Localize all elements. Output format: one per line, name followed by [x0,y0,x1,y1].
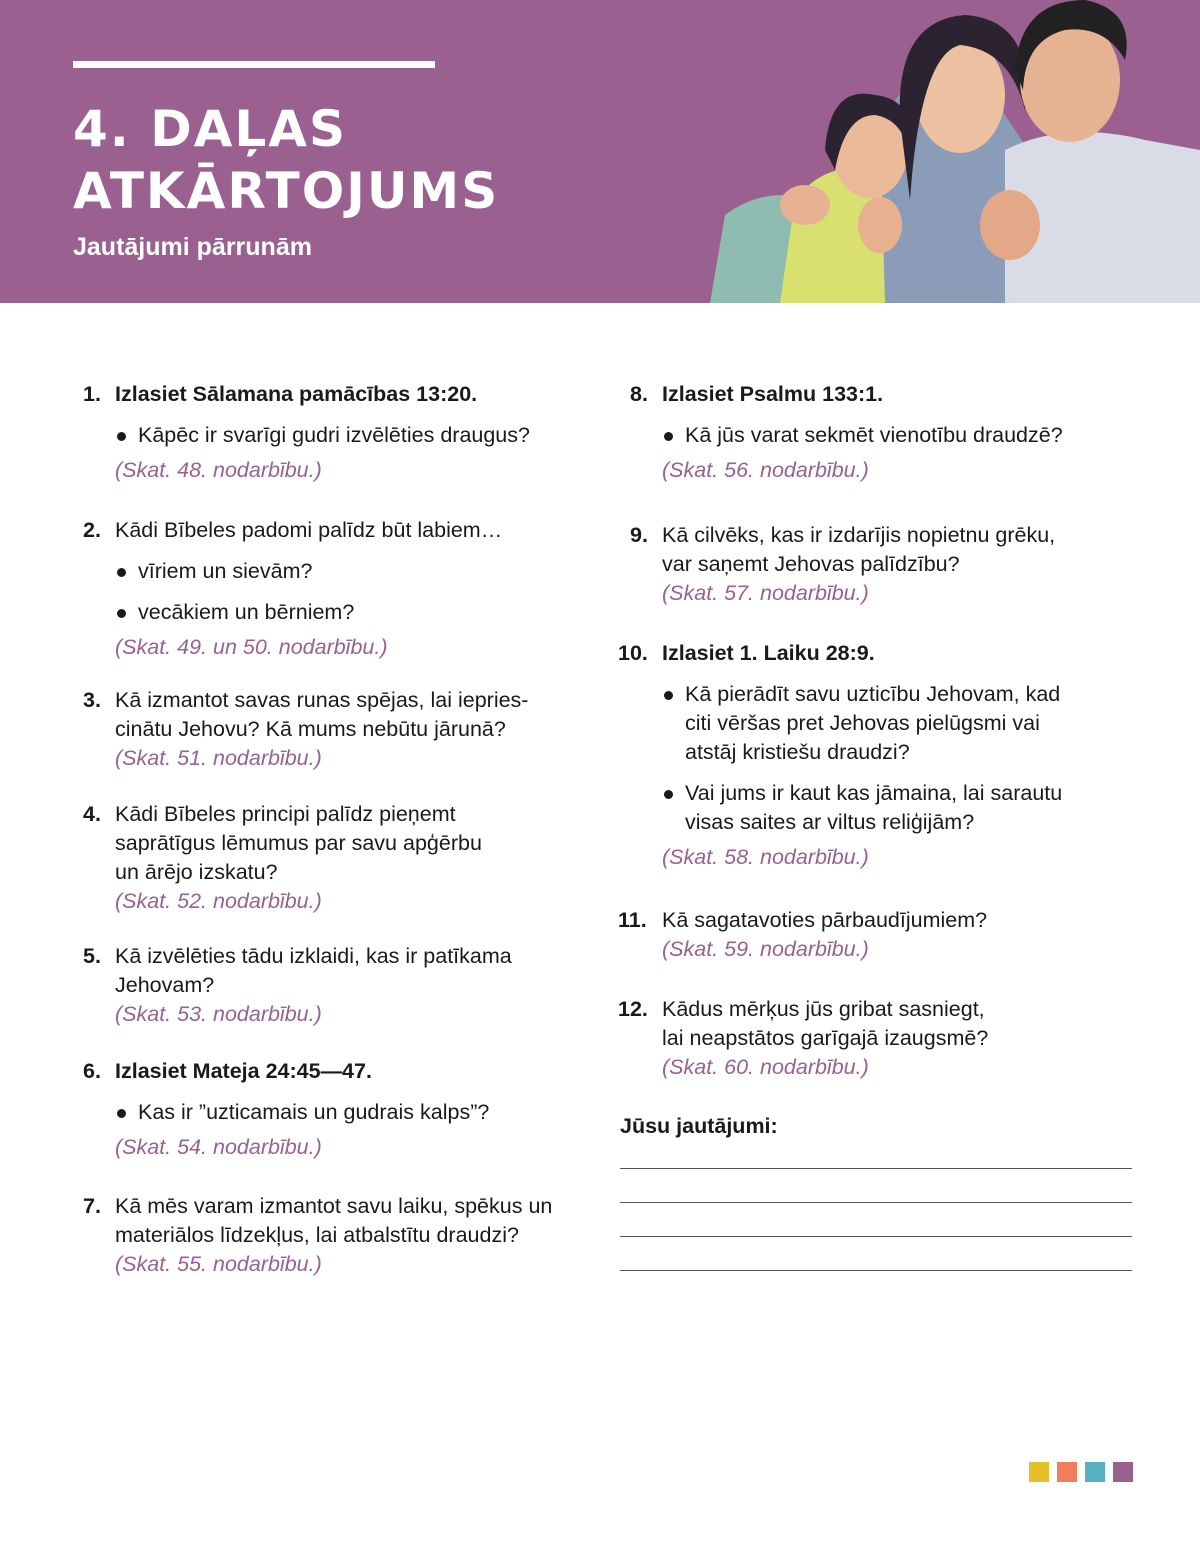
question-number: 10. [618,641,648,665]
question-2 [83,516,583,662]
question-title: Izlasiet 1. Laiku 28:9. [662,641,875,665]
question-10 [618,639,1118,872]
question-title: Izlasiet Mateja 24:45—47. [115,1059,372,1083]
question-number: 11. [618,908,647,932]
question-text: var saņemt Jehovas palīdzību? [662,552,960,576]
lesson-reference: (Skat. 49. un 50. nodarbību.) [115,635,388,659]
question-text: Kā mēs varam izmantot savu laiku, spēkus un [115,1194,553,1218]
color-square-yellow [1029,1462,1049,1482]
question-number: 9. [630,523,648,547]
question-5 [83,942,583,1029]
question-text: Kā izvēlēties tādu izklaidi, kas ir patīkama [115,944,512,968]
question-number: 6. [83,1059,101,1083]
bullet-item: vīriem un sievām? [115,557,583,586]
lesson-reference: (Skat. 53. nodarbību.) [115,1002,322,1026]
question-number: 1. [83,382,101,406]
question-11 [618,906,1118,964]
bullet-item: Kā jūs varat sekmēt vienotību draudzē? [662,421,1130,450]
question-12 [618,995,1118,1082]
page-title [73,98,499,222]
question-number: 5. [83,944,101,968]
question-title: Izlasiet Sālamana pamācības 13:20. [115,382,478,406]
question-number: 7. [83,1194,101,1218]
question-7 [83,1192,603,1279]
writing-line[interactable] [620,1168,1132,1169]
bullet-item: vecākiem un bērniem? [115,598,583,627]
bullet-item: Vai jums ir kaut kas jāmaina, lai sarautu visas saites ar viltus reliģijām? [662,779,1102,837]
writing-line[interactable] [620,1236,1132,1237]
question-text: Jehovam? [115,973,215,997]
header-banner [0,0,1200,303]
question-6 [83,1057,583,1162]
question-number: 2. [83,518,101,542]
question-3 [83,686,583,773]
bullet-item: Kāpēc ir svarīgi gudri izvēlēties draugus? [115,421,583,450]
lesson-reference: (Skat. 52. nodarbību.) [115,889,322,913]
lesson-reference: (Skat. 59. nodarbību.) [662,937,869,961]
question-1 [83,380,583,485]
header-rule [73,61,435,68]
bullet-item: Kas ir ”uzticamais un gudrais kalps”? [115,1098,583,1127]
lesson-reference: (Skat. 54. nodarbību.) [115,1135,322,1159]
question-text: lai neapstātos garīgajā izaugsmē? [662,1026,989,1050]
color-square-purple [1113,1462,1133,1482]
question-text: Kā cilvēks, kas ir izdarījis nopietnu grēku, [662,523,1056,547]
question-title: Izlasiet Psalmu 133:1. [662,382,884,406]
title-line-1: 4. DAĻAS [73,100,347,158]
lesson-reference: (Skat. 57. nodarbību.) [662,581,869,605]
bullet-item: Kā pierādīt savu uzticību Jehovam, kad citi vēršas pret Jehovas pielūgsmi vai atstāj kristiešu draudzi? [662,680,1082,767]
question-text: materiālos līdzekļus, lai atbalstītu draudzi? [115,1223,519,1247]
question-text: Kādus mērķus jūs gribat sasniegt, [662,997,985,1021]
question-text: Kā sagatavoties pārbaudījumiem? [662,908,988,932]
question-9 [630,521,1130,608]
color-square-orange [1057,1462,1077,1482]
lesson-reference: (Skat. 60. nodarbību.) [662,1055,869,1079]
your-questions-label: Jūsu jautājumi: [620,1114,778,1138]
family-praying-illustration [705,0,1200,303]
color-square-teal [1085,1462,1105,1482]
page-subtitle: Jautājumi pārrunām [73,233,312,261]
question-4 [83,800,583,916]
writing-line[interactable] [620,1270,1132,1271]
lesson-reference: (Skat. 55. nodarbību.) [115,1252,322,1276]
title-line-2: ATKĀRTOJUMS [73,162,500,220]
lesson-reference: (Skat. 51. nodarbību.) [115,746,322,770]
question-number: 12. [618,997,648,1021]
question-text: cinātu Jehovu? Kā mums nebūtu jārunā? [115,717,506,741]
question-number: 8. [630,382,648,406]
question-8 [630,380,1130,485]
question-text: Kādi Bībeles principi palīdz pieņemt [115,802,456,826]
question-text: un ārējo izskatu? [115,860,278,884]
question-text: Kā izmantot savas runas spējas, lai iepries- [115,688,529,712]
question-number: 3. [83,688,101,712]
lesson-reference: (Skat. 58. nodarbību.) [662,845,869,869]
question-text: Kādi Bībeles padomi palīdz būt labiem… [115,518,503,542]
question-number: 4. [83,802,101,826]
lesson-reference: (Skat. 56. nodarbību.) [662,458,869,482]
question-text: saprātīgus lēmumus par savu apģērbu [115,831,482,855]
writing-line[interactable] [620,1202,1132,1203]
lesson-reference: (Skat. 48. nodarbību.) [115,458,322,482]
